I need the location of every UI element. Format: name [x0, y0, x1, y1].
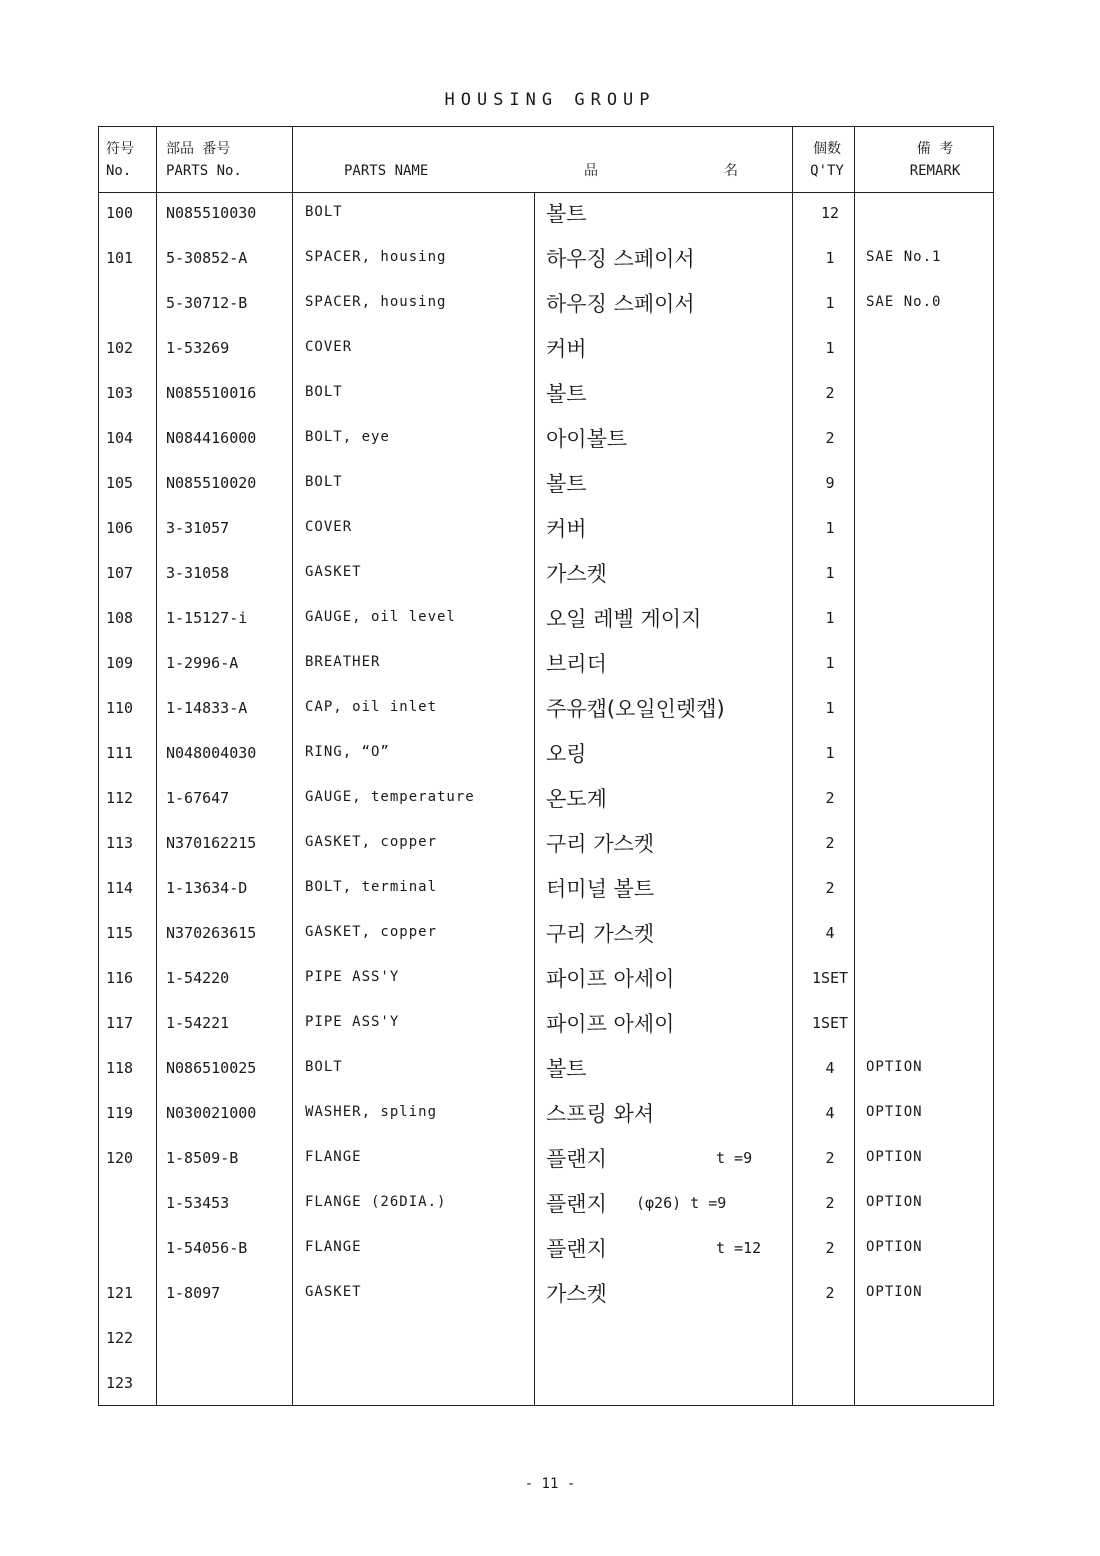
- row-number: 122: [106, 1329, 134, 1347]
- row-quantity: 2: [825, 834, 835, 852]
- row-part-number: 5-30852-A: [166, 249, 248, 267]
- row-number: 107: [106, 564, 134, 582]
- row-korean-name: 하우징 스페이서: [546, 292, 695, 316]
- row-number: 118: [106, 1059, 134, 1077]
- row-part-number: 1-14833-A: [166, 699, 248, 717]
- row-remark: SAE No.1: [866, 249, 942, 265]
- row-part-number: 3-31057: [166, 519, 230, 537]
- row-remark: OPTION: [866, 1194, 923, 1210]
- row-number: 121: [106, 1284, 134, 1302]
- row-quantity: 9: [825, 474, 835, 492]
- row-part-name: WASHER, spling: [305, 1104, 438, 1120]
- row-part-number: N370263615: [166, 924, 257, 942]
- row-korean-name: 가스켓: [546, 562, 607, 586]
- row-korean-name: 구리 가스켓: [546, 922, 655, 946]
- row-number: 123: [106, 1374, 134, 1392]
- row-quantity: 1: [825, 609, 835, 627]
- row-part-name: BOLT, eye: [305, 429, 390, 445]
- row-korean-name: 하우징 스페이서: [546, 247, 695, 271]
- row-dimension: t =9: [716, 1149, 753, 1167]
- row-number: 114: [106, 879, 134, 897]
- row-part-number: N370162215: [166, 834, 257, 852]
- row-remark: OPTION: [866, 1239, 923, 1255]
- row-part-name: FLANGE: [305, 1149, 362, 1165]
- row-korean-name: 플랜지: [546, 1237, 607, 1261]
- row-number: 113: [106, 834, 134, 852]
- row-korean-name: 볼트: [546, 1057, 587, 1081]
- row-quantity: 4: [825, 1104, 835, 1122]
- row-part-number: 3-31058: [166, 564, 230, 582]
- row-number: 116: [106, 969, 134, 987]
- row-quantity: 1: [825, 249, 835, 267]
- row-part-name: GASKET, copper: [305, 834, 438, 850]
- header-divider: [98, 192, 994, 193]
- row-korean-name: 주유캡(오일인렛캡): [546, 697, 725, 721]
- row-korean-name: 파이프 아세이: [546, 967, 675, 991]
- row-part-number: N048004030: [166, 744, 257, 762]
- row-part-number: 1-13634-D: [166, 879, 248, 897]
- row-korean-name: 볼트: [546, 382, 587, 406]
- row-number: 111: [106, 744, 134, 762]
- row-part-name: BOLT: [305, 204, 343, 220]
- row-remark: OPTION: [866, 1104, 923, 1120]
- row-quantity: 4: [825, 924, 835, 942]
- row-korean-name: 오링: [546, 742, 587, 766]
- row-quantity: 2: [825, 879, 835, 897]
- header-no: 符号 No.: [106, 141, 134, 179]
- row-korean-name: 파이프 아세이: [546, 1012, 675, 1036]
- row-number: 100: [106, 204, 134, 222]
- row-number: 103: [106, 384, 134, 402]
- row-korean-name: 아이볼트: [546, 427, 628, 451]
- row-part-number: 1-67647: [166, 789, 230, 807]
- row-part-name: FLANGE: [305, 1239, 362, 1255]
- row-remark: OPTION: [866, 1284, 923, 1300]
- row-part-name: GASKET: [305, 564, 362, 580]
- row-part-name: SPACER, housing: [305, 249, 447, 265]
- row-part-name: SPACER, housing: [305, 294, 447, 310]
- row-remark: OPTION: [866, 1059, 923, 1075]
- row-part-number: 1-53453: [166, 1194, 230, 1212]
- row-part-name: COVER: [305, 339, 353, 355]
- row-number: 109: [106, 654, 134, 672]
- row-remark: SAE No.0: [866, 294, 942, 310]
- row-quantity: 2: [825, 1194, 835, 1212]
- row-quantity: 2: [825, 1149, 835, 1167]
- row-dimension: t =12: [716, 1239, 762, 1257]
- row-part-number: N084416000: [166, 429, 257, 447]
- row-part-name: BOLT: [305, 474, 343, 490]
- row-korean-name: 플랜지: [546, 1192, 607, 1216]
- row-part-name: RING, “O”: [305, 744, 390, 760]
- header-parts-name: PARTS NAME: [344, 163, 429, 179]
- column-divider: [534, 192, 535, 1406]
- row-korean-name: 구리 가스켓: [546, 832, 655, 856]
- row-part-name: BREATHER: [305, 654, 381, 670]
- row-number: 104: [106, 429, 134, 447]
- row-korean-name: 커버: [546, 517, 587, 541]
- column-divider: [156, 126, 157, 1406]
- row-part-number: 1-8509-B: [166, 1149, 239, 1167]
- row-korean-name: 커버: [546, 337, 587, 361]
- row-quantity: 2: [825, 1239, 835, 1257]
- row-number: 108: [106, 609, 134, 627]
- row-quantity: 2: [825, 789, 835, 807]
- row-part-name: GAUGE, oil level: [305, 609, 456, 625]
- column-divider: [792, 126, 793, 1406]
- row-number: 105: [106, 474, 134, 492]
- row-korean-name: 플랜지: [546, 1147, 607, 1171]
- row-part-number: N030021000: [166, 1104, 257, 1122]
- row-quantity: 1: [825, 564, 835, 582]
- row-quantity: 1: [825, 699, 835, 717]
- row-number: 101: [106, 249, 134, 267]
- row-part-number: N085510016: [166, 384, 257, 402]
- row-number: 120: [106, 1149, 134, 1167]
- row-number: 106: [106, 519, 134, 537]
- page-title: HOUSING GROUP: [444, 90, 656, 110]
- row-part-name: GASKET: [305, 1284, 362, 1300]
- header-qty: 個数 Q'TY: [810, 141, 844, 179]
- row-quantity: 2: [825, 384, 835, 402]
- header-remark: 備 考 REMARK: [909, 141, 961, 179]
- column-divider: [854, 126, 855, 1406]
- row-korean-name: 온도계: [546, 787, 607, 811]
- row-part-name: BOLT, terminal: [305, 879, 438, 895]
- row-quantity: 4: [825, 1059, 835, 1077]
- row-part-name: BOLT: [305, 384, 343, 400]
- row-part-name: FLANGE (26DIA.): [305, 1194, 447, 1210]
- row-number: 112: [106, 789, 134, 807]
- row-dimension: (φ26) t =9: [636, 1194, 727, 1212]
- row-part-number: N085510030: [166, 204, 257, 222]
- row-korean-name: 가스켓: [546, 1282, 607, 1306]
- row-part-name: COVER: [305, 519, 353, 535]
- row-part-number: 1-54056-B: [166, 1239, 248, 1257]
- row-number: 115: [106, 924, 134, 942]
- row-part-name: PIPE ASS'Y: [305, 969, 400, 985]
- page-number: - 11 -: [524, 1476, 576, 1492]
- row-number: 117: [106, 1014, 134, 1032]
- row-part-number: 5-30712-B: [166, 294, 248, 312]
- row-quantity: 1: [825, 339, 835, 357]
- row-korean-name: 오일 레벨 게이지: [546, 607, 702, 631]
- row-quantity: 12: [820, 204, 840, 222]
- row-number: 110: [106, 699, 134, 717]
- row-quantity: 2: [825, 1284, 835, 1302]
- row-part-number: N085510020: [166, 474, 257, 492]
- row-part-number: 1-2996-A: [166, 654, 239, 672]
- row-korean-name: 스프링 와셔: [546, 1102, 655, 1126]
- header-name-cjk-2: 名: [724, 163, 738, 179]
- row-quantity: 1: [825, 654, 835, 672]
- row-korean-name: 브리더: [546, 652, 607, 676]
- row-number: 102: [106, 339, 134, 357]
- row-part-number: 1-15127-i: [166, 609, 248, 627]
- row-quantity: 2: [825, 429, 835, 447]
- row-part-name: BOLT: [305, 1059, 343, 1075]
- row-part-name: PIPE ASS'Y: [305, 1014, 400, 1030]
- row-part-number: 1-53269: [166, 339, 230, 357]
- row-quantity: 1: [825, 294, 835, 312]
- row-korean-name: 볼트: [546, 472, 587, 496]
- row-korean-name: 볼트: [546, 202, 587, 226]
- column-divider: [292, 126, 293, 1406]
- row-korean-name: 터미널 볼트: [546, 877, 655, 901]
- row-remark: OPTION: [866, 1149, 923, 1165]
- row-part-number: 1-54221: [166, 1014, 230, 1032]
- row-part-number: N086510025: [166, 1059, 257, 1077]
- header-name-cjk-1: 品: [584, 163, 598, 179]
- row-part-name: CAP, oil inlet: [305, 699, 438, 715]
- row-quantity: 1SET: [811, 1014, 849, 1032]
- row-part-name: GAUGE, temperature: [305, 789, 475, 805]
- row-number: 119: [106, 1104, 134, 1122]
- row-part-name: GASKET, copper: [305, 924, 438, 940]
- row-quantity: 1SET: [811, 969, 849, 987]
- row-quantity: 1: [825, 519, 835, 537]
- header-parts-no: 部品 番号 PARTS No.: [166, 141, 242, 179]
- row-part-number: 1-54220: [166, 969, 230, 987]
- row-part-number: 1-8097: [166, 1284, 221, 1302]
- row-quantity: 1: [825, 744, 835, 762]
